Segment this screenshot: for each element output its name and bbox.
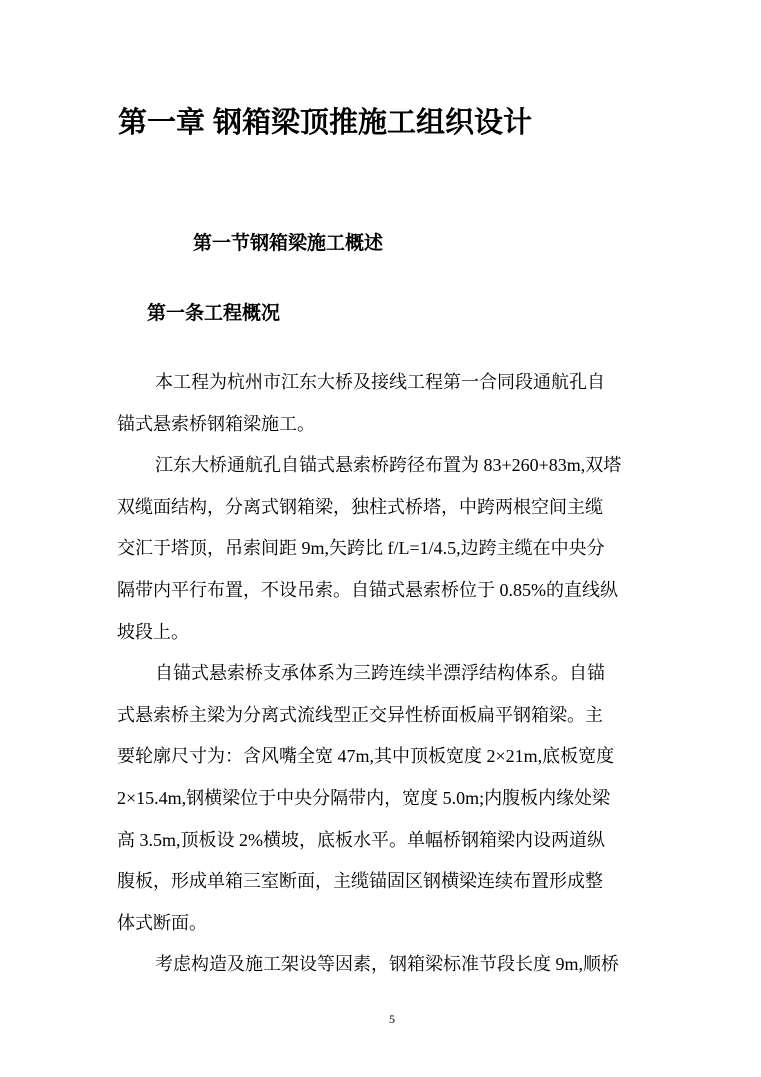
paragraph xyxy=(117,950,647,992)
paragraph xyxy=(117,368,647,451)
chapter-title: 第一章 钢箱梁顶推施工组织设计 xyxy=(118,107,533,139)
text-line: 隔带内平行布置，不设吊索。自锚式悬索桥位于 0.85%的直线纵 xyxy=(117,579,618,600)
article-title: 第一条工程概况 xyxy=(147,303,281,324)
section-title: 第一节钢箱梁施工概述 xyxy=(193,233,384,254)
body-text xyxy=(117,368,647,992)
text-line: 要轮廓尺寸为：含风嘴全宽 47m,其中顶板宽度 2×21m,底板宽度 xyxy=(117,746,615,767)
text-line: 本工程为杭州市江东大桥及接线工程第一合同段通航孔自 xyxy=(155,372,605,392)
text-line: 高 3.5m,顶板设 2%横坡，底板水平。单幅桥钢箱梁内设两道纵 xyxy=(117,829,605,850)
text-line: 双缆面结构，分离式钢箱梁，独柱式桥塔，中跨两根空间主缆 xyxy=(117,496,603,517)
text-line: 自锚式悬索桥支承体系为三跨连续半漂浮结构体系。自锚 xyxy=(155,663,605,684)
text-line: 式悬索桥主梁为分离式流线型正交异性桥面板扁平钢箱梁。主 xyxy=(117,704,603,725)
paragraph xyxy=(117,659,647,950)
text-line: 体式断面。 xyxy=(117,912,207,933)
text-line: 交汇于塔顶，吊索间距 9m,矢跨比 f/L=1/4.5,边跨主缆在中央分 xyxy=(117,538,605,559)
page-number: 5 xyxy=(389,1012,395,1026)
text-line: 坡段上。 xyxy=(117,621,189,642)
text-line: 考虑构造及施工架设等因素，钢箱梁标准节段长度 9m,顺桥 xyxy=(155,954,619,975)
text-line: 锚式悬索桥钢箱梁施工。 xyxy=(117,413,315,434)
text-line: 2×15.4m,钢横梁位于中央分隔带内，宽度 5.0m;内腹板内缘处梁 xyxy=(117,787,611,808)
text-line: 腹板，形成单箱三室断面，主缆锚固区钢横梁连续布置形成整 xyxy=(117,871,603,892)
paragraph xyxy=(117,451,647,659)
text-line: 江东大桥通航孔自锚式悬索桥跨径布置为 83+260+83m,双塔 xyxy=(155,455,622,476)
